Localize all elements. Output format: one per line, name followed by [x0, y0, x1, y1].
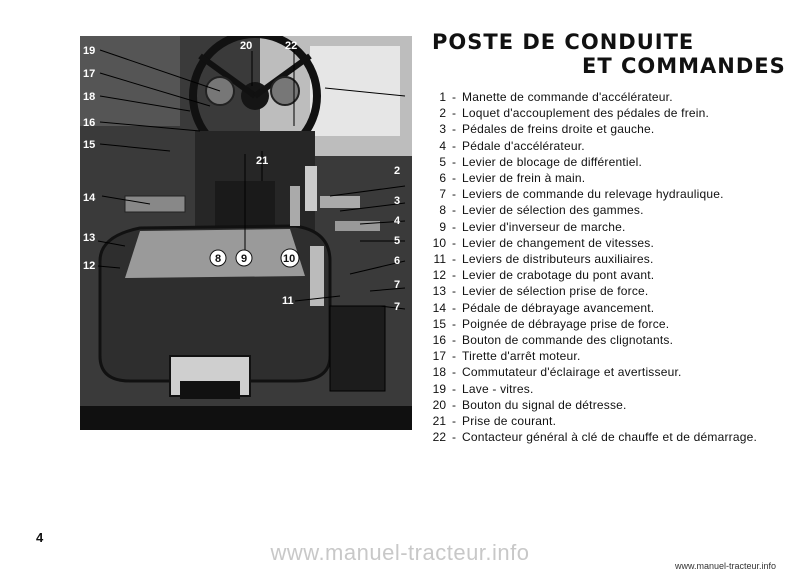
legend-item: 10 - Levier de changement de vitesses.: [422, 235, 782, 251]
photo-label-3: 3: [394, 195, 401, 207]
controls-legend: [422, 89, 782, 445]
legend-number: 3: [439, 122, 446, 137]
footer-url: www.manuel-tracteur.info: [674, 561, 776, 571]
legend-number: 20: [432, 397, 446, 412]
legend-text: Pédale d'accélérateur.: [462, 138, 585, 153]
legend-number: 9: [439, 219, 446, 234]
legend-text: Bouton du signal de détresse.: [462, 397, 627, 412]
legend-item: 2 - Loquet d'accouplement des pédales de frein.: [422, 105, 782, 121]
cockpit-illustration: [80, 36, 412, 430]
watermark: www.manuel-tracteur.info: [270, 540, 530, 565]
legend-text: Poignée de débrayage prise de force.: [462, 316, 670, 331]
legend-item: 5 - Levier de blocage de différentiel.: [422, 154, 782, 170]
legend-number: 1: [439, 90, 446, 104]
legend-item: 18 - Commutateur d'éclairage et avertisseur.: [422, 364, 782, 380]
legend-number: 17: [432, 349, 446, 364]
legend-item: 7 - Leviers de commande du relevage hydraulique.: [422, 186, 782, 202]
photo-label-15: 15: [83, 139, 96, 151]
legend-text: Manette de commande d'accélérateur.: [462, 90, 673, 104]
legend-number: 22: [432, 430, 446, 445]
legend-number: 19: [432, 381, 446, 396]
legend-number: 16: [432, 333, 446, 348]
photo-label-8: 8: [215, 253, 222, 265]
legend-text: Leviers de commande du relevage hydraulique.: [462, 187, 724, 202]
legend-text: Levier de changement de vitesses.: [462, 235, 655, 250]
legend-item: 16 - Bouton de commande des clignotants.: [422, 332, 782, 348]
photo-label-18: 18: [83, 91, 96, 103]
legend-text: Lave - vitres.: [462, 381, 534, 396]
legend-item: 13 - Levier de sélection prise de force.: [422, 283, 782, 299]
cockpit-photo: [80, 36, 412, 430]
legend-item: 9 - Levier d'inverseur de marche.: [422, 219, 782, 235]
photo-label-4: 4: [394, 215, 401, 227]
photo-label-6: 6: [394, 255, 401, 267]
photo-label-12: 12: [83, 260, 96, 272]
title-line-2: ET COMMANDES: [582, 54, 786, 78]
legend-number: 7: [439, 187, 446, 202]
legend-text: Levier de sélection prise de force.: [462, 284, 649, 299]
legend-text: Commutateur d'éclairage et avertisseur.: [462, 365, 682, 380]
legend-number: 10: [432, 235, 446, 250]
legend-text: Levier d'inverseur de marche.: [462, 219, 626, 234]
legend-number: 13: [432, 284, 446, 299]
legend-text: Tirette d'arrêt moteur.: [462, 349, 581, 364]
legend-number: 6: [439, 171, 446, 186]
photo-label-14: 14: [83, 192, 96, 204]
legend-item: 3 - Pédales de freins droite et gauche.: [422, 121, 782, 137]
legend-number: 21: [432, 414, 446, 429]
legend-number: 5: [439, 154, 446, 169]
photo-label-11: 11: [282, 295, 294, 307]
legend-number: 2: [439, 106, 446, 121]
photo-label-5: 5: [394, 235, 401, 247]
legend-text: Loquet d'accouplement des pédales de frein.: [462, 106, 710, 121]
legend-text: Pédales de freins droite et gauche.: [462, 122, 655, 137]
legend-number: 8: [439, 203, 446, 218]
legend-text: Levier de crabotage du pont avant.: [462, 268, 655, 283]
legend-number: 14: [432, 300, 446, 315]
legend-item: 8 - Levier de sélection des gammes.: [422, 202, 782, 218]
legend-text: Pédale de débrayage avancement.: [462, 300, 655, 315]
legend-number: 15: [432, 316, 446, 331]
legend-text: Levier de sélection des gammes.: [462, 203, 644, 218]
legend-item: 12 - Levier de crabotage du pont avant.: [422, 267, 782, 283]
legend-item: 4 - Pédale d'accélérateur.: [422, 138, 782, 154]
legend-item: 6 - Levier de frein à main.: [422, 170, 782, 186]
photo-label-2: 2: [394, 165, 401, 177]
photo-label-7a: 7: [394, 279, 401, 291]
photo-label-10: 10: [283, 253, 296, 265]
title-line-1: POSTE DE CONDUITE: [432, 30, 695, 54]
photo-label-21: 21: [256, 155, 269, 167]
legend-item: 11 - Leviers de distributeurs auxiliaires.: [422, 251, 782, 267]
photo-label-20: 20: [240, 40, 253, 52]
legend-item: 20 - Bouton du signal de détresse.: [422, 397, 782, 413]
photo-label-17: 17: [83, 68, 96, 80]
legend-item: 17 - Tirette d'arrêt moteur.: [422, 348, 782, 364]
legend-text: Levier de blocage de différentiel.: [462, 154, 643, 169]
photo-label-7b: 7: [394, 301, 401, 313]
legend-number: 4: [439, 138, 446, 153]
page-number: 4: [36, 530, 44, 545]
photo-label-16: 16: [83, 117, 96, 129]
legend-text: Prise de courant.: [462, 414, 557, 429]
legend-text: Bouton de commande des clignotants.: [462, 333, 674, 348]
legend-item: 15 - Poignée de débrayage prise de force.: [422, 316, 782, 332]
photo-label-13: 13: [83, 232, 96, 244]
legend-number: 18: [432, 365, 446, 380]
photo-label-9: 9: [241, 253, 248, 265]
legend-text: Contacteur général à clé de chauffe et de démarrage.: [462, 430, 758, 445]
legend-text: Levier de frein à main.: [462, 171, 586, 186]
legend-item: 22 - Contacteur général à clé de chauffe et de démarrage.: [422, 429, 782, 445]
legend-item: 21 - Prise de courant.: [422, 413, 782, 429]
legend-number: 11: [433, 252, 446, 267]
legend-item: 19 - Lave - vitres.: [422, 381, 782, 397]
legend-item: 14 - Pédale de débrayage avancement.: [422, 300, 782, 316]
photo-label-19: 19: [83, 45, 96, 57]
photo-label-22: 22: [285, 40, 298, 52]
legend-number: 12: [432, 268, 446, 283]
legend-text: Leviers de distributeurs auxiliaires.: [462, 252, 654, 267]
legend-item: 1 - Manette de commande d'accélérateur.: [422, 89, 782, 105]
